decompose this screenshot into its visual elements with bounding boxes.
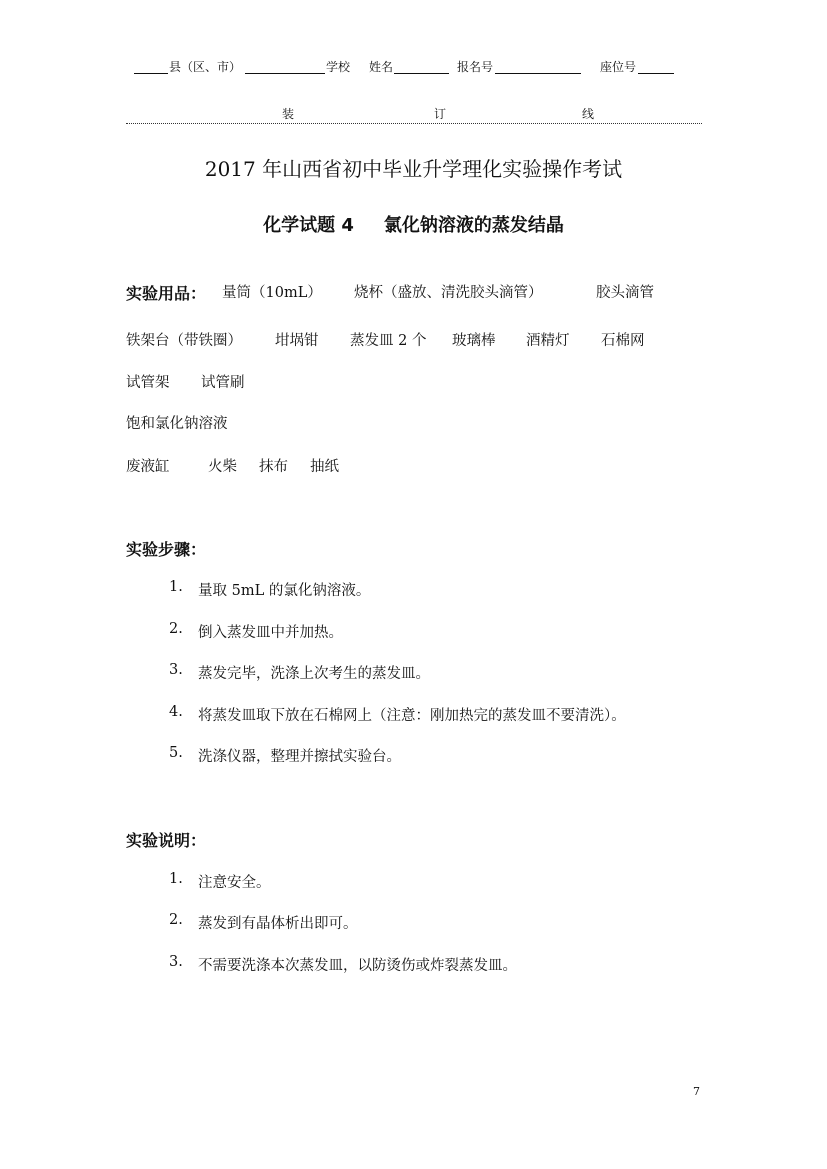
material-item: 蒸发皿 2 个 bbox=[350, 333, 427, 349]
material-item: 废液缸 bbox=[126, 459, 170, 475]
note-number: 2. bbox=[169, 912, 183, 928]
material-item: 铁架台（带铁圈） bbox=[126, 333, 242, 349]
notes-heading: 实验说明： bbox=[126, 831, 207, 850]
county-blank bbox=[134, 73, 168, 74]
name-label: 姓名 bbox=[369, 60, 394, 74]
material-item: 火柴 bbox=[208, 459, 237, 475]
note-text: 不需要洗涤本次蒸发皿，以防烫伤或炸裂蒸发皿。 bbox=[198, 958, 517, 974]
material-item: 坩埚钳 bbox=[275, 333, 319, 349]
material-item: 抽纸 bbox=[310, 459, 339, 475]
page-title: 2017 年山西省初中毕业升学理化实验操作考试 bbox=[204, 157, 623, 181]
step-text: 将蒸发皿取下放在石棉网上（注意：刚加热完的蒸发皿不要清洗）。 bbox=[198, 708, 626, 724]
seat-blank bbox=[638, 73, 674, 74]
step-text: 洗涤仪器，整理并擦拭实验台。 bbox=[198, 749, 401, 765]
exam-header-fields bbox=[0, 58, 827, 80]
step-number: 3. bbox=[169, 662, 183, 678]
binding-label-mid: 订 bbox=[434, 107, 447, 121]
material-item: 量筒（10mL） bbox=[222, 285, 322, 301]
material-item: 试管刷 bbox=[201, 375, 245, 391]
material-item: 玻璃棒 bbox=[452, 333, 496, 349]
subtitle-topic: 氯化钠溶液的蒸发结晶 bbox=[383, 215, 564, 236]
material-item: 饱和氯化钠溶液 bbox=[126, 416, 228, 432]
name-blank bbox=[394, 73, 449, 74]
material-item: 酒精灯 bbox=[526, 333, 570, 349]
regno-label: 报名号 bbox=[457, 60, 494, 74]
note-number: 3. bbox=[169, 954, 183, 970]
binding-label-right: 线 bbox=[582, 107, 595, 121]
note-text: 蒸发到有晶体析出即可。 bbox=[198, 916, 358, 932]
note-text: 注意安全。 bbox=[198, 875, 271, 891]
step-text: 量取 5mL 的氯化钠溶液。 bbox=[198, 583, 371, 599]
material-item: 石棉网 bbox=[601, 333, 645, 349]
materials-row-1 bbox=[126, 281, 206, 304]
material-item: 抹布 bbox=[259, 459, 288, 475]
step-number: 2. bbox=[169, 621, 183, 637]
page-subtitle bbox=[0, 211, 827, 237]
school-blank bbox=[245, 73, 325, 74]
county-label: 县（区、市） bbox=[169, 60, 242, 74]
binding-label-left: 装 bbox=[282, 107, 295, 121]
step-number: 1. bbox=[169, 579, 183, 595]
binding-dotted-line bbox=[126, 123, 702, 124]
page-number: 7 bbox=[693, 1085, 700, 1098]
material-item: 胶头滴管 bbox=[596, 285, 654, 301]
school-label: 学校 bbox=[326, 60, 351, 74]
subtitle-code: 化学试题 4 bbox=[263, 215, 354, 236]
note-number: 1. bbox=[169, 871, 183, 887]
step-text: 倒入蒸发皿中并加热。 bbox=[198, 625, 343, 641]
material-item: 烧杯（盛放、清洗胶头滴管） bbox=[354, 285, 543, 301]
step-number: 4. bbox=[169, 704, 183, 720]
steps-heading: 实验步骤： bbox=[126, 540, 207, 559]
seat-label: 座位号 bbox=[600, 60, 637, 74]
step-text: 蒸发完毕，洗涤上次考生的蒸发皿。 bbox=[198, 666, 430, 682]
regno-blank bbox=[495, 73, 581, 74]
step-number: 5. bbox=[169, 745, 183, 761]
materials-heading: 实验用品： bbox=[126, 284, 207, 303]
material-item: 试管架 bbox=[126, 375, 170, 391]
